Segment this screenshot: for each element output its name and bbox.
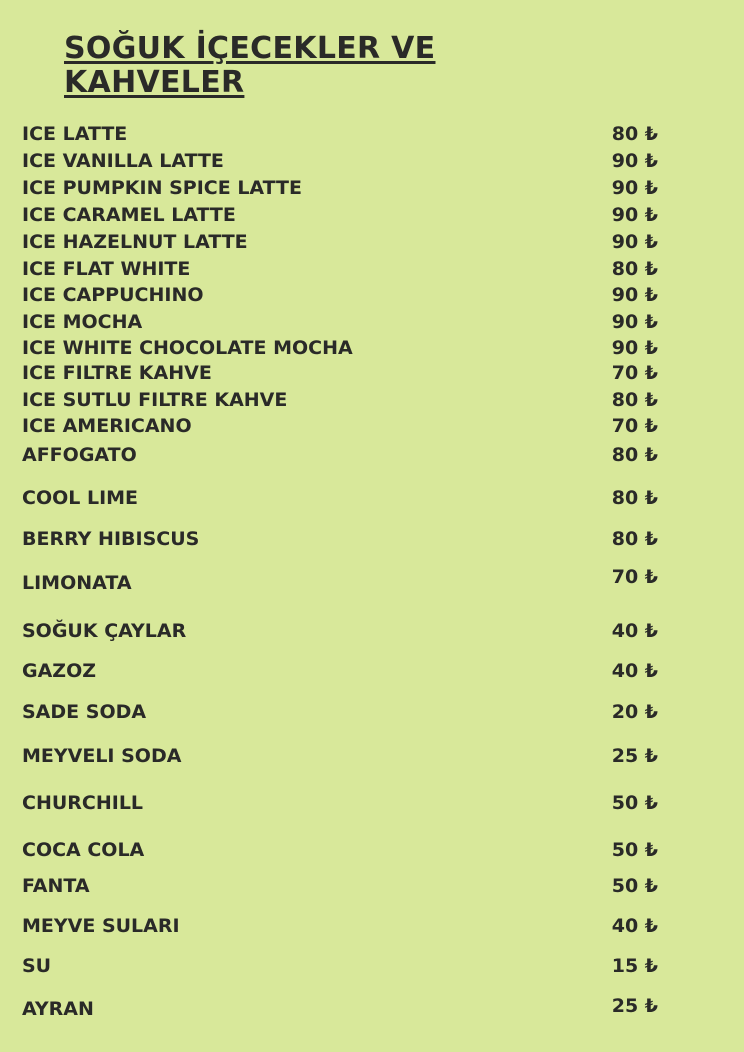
menu-item <box>0 792 744 818</box>
item-price: 50 ₺ <box>611 839 658 861</box>
item-price: 70 ₺ <box>611 415 658 437</box>
item-price: 90 ₺ <box>611 311 658 333</box>
menu-item <box>0 284 744 310</box>
item-price: 80 ₺ <box>611 258 658 280</box>
item-name: SU <box>22 955 52 977</box>
item-name: MEYVELI SODA <box>22 745 182 767</box>
menu-item <box>0 311 744 337</box>
menu-item <box>0 204 744 230</box>
menu-item <box>0 915 744 941</box>
menu-item <box>0 444 744 470</box>
item-name: ICE AMERICANO <box>22 415 192 437</box>
item-name: ICE CARAMEL LATTE <box>22 204 236 226</box>
item-price: 90 ₺ <box>611 204 658 226</box>
item-name: AYRAN <box>22 998 94 1020</box>
item-name: COCA COLA <box>22 839 145 861</box>
item-name: ICE PUMPKIN SPICE LATTE <box>22 177 302 199</box>
item-name: ICE FILTRE KAHVE <box>22 362 212 384</box>
item-name: ICE LATTE <box>22 123 128 145</box>
item-price: 90 ₺ <box>611 150 658 172</box>
item-name: FANTA <box>22 875 90 897</box>
title-line-2: KAHVELER <box>64 65 245 100</box>
menu-item <box>0 995 744 1024</box>
item-name: ICE SUTLU FILTRE KAHVE <box>22 389 288 411</box>
menu-item <box>0 620 744 646</box>
item-price: 80 ₺ <box>611 389 658 411</box>
item-price: 90 ₺ <box>611 284 658 306</box>
item-price: 40 ₺ <box>611 915 658 937</box>
menu-item <box>0 839 744 865</box>
item-name: SOĞUK ÇAYLAR <box>22 620 187 642</box>
item-name: BERRY HIBISCUS <box>22 528 200 550</box>
item-name: ICE WHITE CHOCOLATE MOCHA <box>22 337 353 359</box>
item-price: 20 ₺ <box>611 701 658 723</box>
item-name: COOL LIME <box>22 487 139 509</box>
menu-item <box>0 337 744 363</box>
item-price: 25 ₺ <box>611 745 658 767</box>
item-price: 80 ₺ <box>611 528 658 550</box>
item-name: ICE VANILLA LATTE <box>22 150 224 172</box>
menu-item <box>0 745 744 771</box>
menu-item <box>0 258 744 284</box>
menu-item <box>0 123 744 149</box>
item-price: 90 ₺ <box>611 231 658 253</box>
menu-item <box>0 362 744 388</box>
item-price: 25 ₺ <box>611 995 658 1017</box>
menu-item <box>0 701 744 727</box>
item-price: 90 ₺ <box>611 337 658 359</box>
menu-item <box>0 231 744 257</box>
item-name: LIMONATA <box>22 572 132 594</box>
item-price: 70 ₺ <box>611 362 658 384</box>
page-title <box>64 32 435 100</box>
menu-item <box>0 487 744 513</box>
item-name: GAZOZ <box>22 660 97 682</box>
menu-item <box>0 566 744 598</box>
item-name: AFFOGATO <box>22 444 137 466</box>
title-line-1: SOĞUK İÇECEKLER VE <box>64 31 436 66</box>
item-price: 50 ₺ <box>611 792 658 814</box>
item-name: ICE CAPPUCHINO <box>22 284 204 306</box>
item-price: 15 ₺ <box>611 955 658 977</box>
menu-item <box>0 875 744 901</box>
item-name: ICE HAZELNUT LATTE <box>22 231 248 253</box>
item-name: ICE MOCHA <box>22 311 143 333</box>
item-price: 70 ₺ <box>611 566 658 588</box>
item-price: 40 ₺ <box>611 660 658 682</box>
item-name: SADE SODA <box>22 701 147 723</box>
item-price: 80 ₺ <box>611 123 658 145</box>
menu-item <box>0 415 744 441</box>
menu-item <box>0 528 744 554</box>
item-price: 90 ₺ <box>611 177 658 199</box>
item-name: CHURCHILL <box>22 792 144 814</box>
menu-item <box>0 389 744 415</box>
menu-item <box>0 955 744 981</box>
menu-item <box>0 660 744 686</box>
item-name: MEYVE SULARI <box>22 915 180 937</box>
item-price: 80 ₺ <box>611 487 658 509</box>
item-price: 40 ₺ <box>611 620 658 642</box>
item-price: 50 ₺ <box>611 875 658 897</box>
item-price: 80 ₺ <box>611 444 658 466</box>
item-name: ICE FLAT WHITE <box>22 258 191 280</box>
menu-item <box>0 150 744 176</box>
menu-item <box>0 177 744 203</box>
